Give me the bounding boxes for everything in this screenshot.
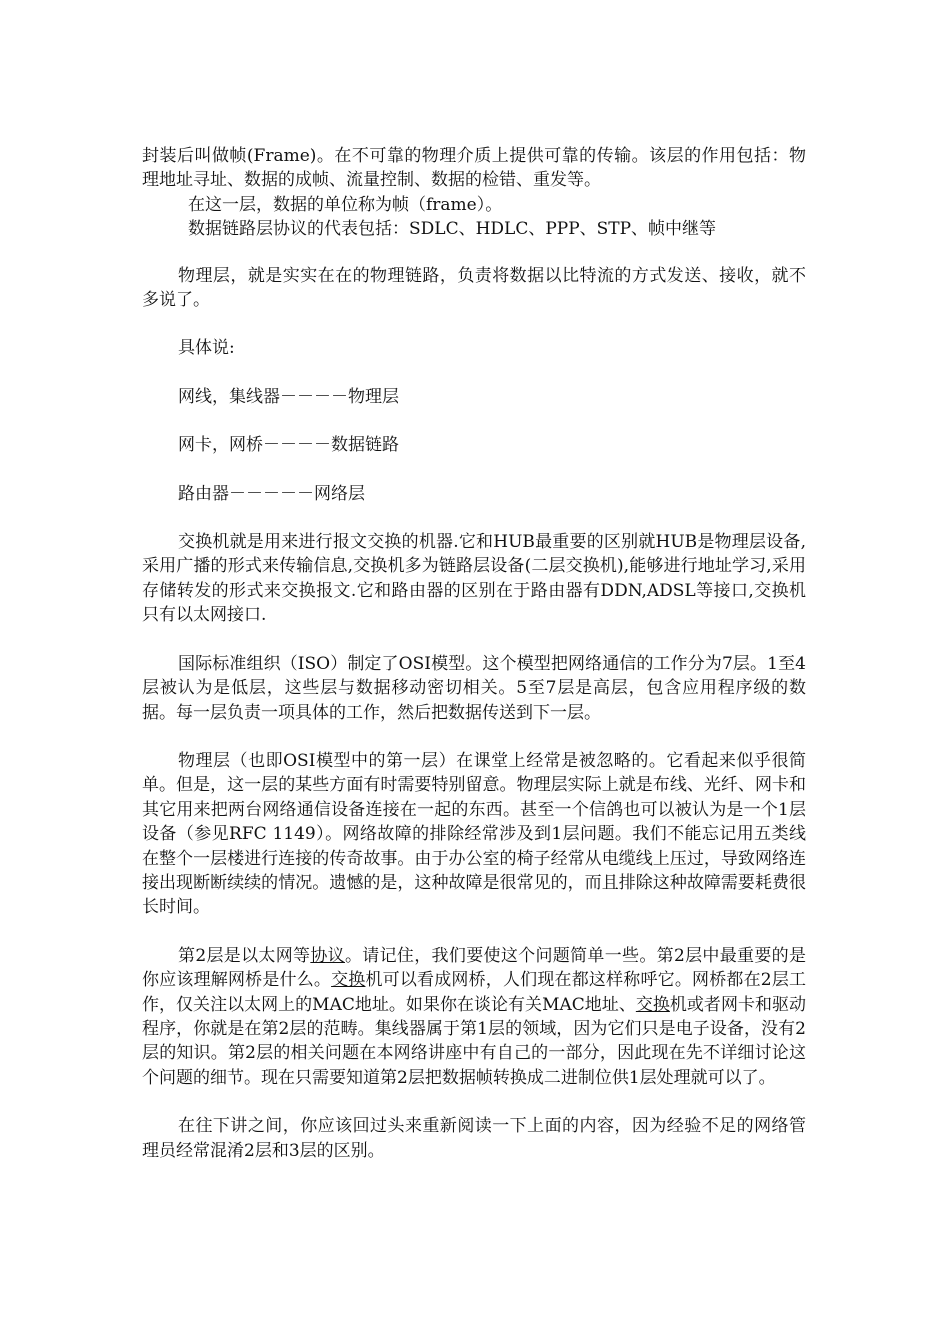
switch-link-2[interactable]: 交换 [635, 994, 670, 1015]
paragraph-datalink-protocols: 数据链路层协议的代表包括：SDLC、HDLC、PPP、STP、帧中继等 [188, 219, 717, 240]
spacer [142, 725, 806, 749]
paragraph-layer-one: 物理层（也即OSI模型中的第一层）在课堂上经常是被忽略的。它看起来似乎很简单。但是，这一层的某些方面有时需要特别留意。物理层实际上就是布线、光纤、网卡和其它用来把两台网络通信设备连接在一起的东西。甚至一个信鸽也可以被认为是一个1层设备（参见RFC 1149）。网络故障的排除经常涉及到1层问题。我们不能忘记用五类线在整个一层楼进行连接的传奇故事。由于办公室的椅子经常从电缆线上压过，导致网络连接出现断断续续的情况。遗憾的是，这种故障是很常见的，而且排除这种故障需要耗费很长时间。 [142, 750, 806, 918]
paragraph-frame-unit: 在这一层，数据的单位称为帧（frame）。 [188, 194, 503, 215]
paragraph-physical-layer: 物理层，就是实实在在的物理链路，负责将数据以比特流的方式发送、接收，就不多说了。 [142, 265, 806, 311]
layer-two-text-3: 机可以看成网桥，人们现在都这样称呼它。网桥都在2层工作，仅关注以太网上的MAC地址。如果你在谈论有关MAC地址、 [142, 970, 807, 1015]
list-item-cable-hub: 网线，集线器－－－－物理层 [178, 386, 399, 407]
document-page [142, 144, 806, 1163]
spacer [142, 458, 806, 482]
spacer [142, 409, 806, 433]
paragraph-osi-model: 国际标准组织（ISO）制定了OSI模型。这个模型把网络通信的工作分为7层。1至4层被认为是低层，这些层与数据移动密切相关。5至7层是高层，包含应用程序级的数据。每一层负责一项具体的工作，然后把数据传送到下一层。 [142, 653, 806, 723]
paragraph-frame-intro: 封装后叫做帧(Frame)。在不可靠的物理介质上提供可靠的传输。该层的作用包括：物理地址寻址、数据的成帧、流量控制、数据的检错、重发等。 [142, 146, 806, 191]
list-item-nic-bridge: 网卡，网桥－－－－数据链路 [178, 435, 399, 456]
spacer [142, 1090, 806, 1114]
spacer [142, 920, 806, 944]
layer-two-text-2: 。请记住，我们要使这个问题简单一些。第2层中最重要的是你应该理解网桥是什么。 [142, 945, 806, 991]
spacer [142, 242, 806, 264]
spacer [142, 506, 806, 530]
layer-two-text-4: 机或者网卡和驱动程序，你就是在第2层的范畴。集线器属于第1层的领域，因为它们只是电子设备，没有2层的知识。第2层的相关问题在本网络讲座中有自己的一部分，因此现在先不详细讨论这个问题的细节。现在只需要知道第2层把数据帧转换成二进制位供1层处理就可以了。 [142, 994, 807, 1088]
protocol-link[interactable]: 协议 [310, 945, 345, 966]
spacer [142, 361, 806, 385]
spacer [142, 628, 806, 652]
layer-two-text-1: 第2层是以太网等 [178, 945, 311, 966]
spacer [142, 312, 806, 336]
paragraph-switch: 交换机就是用来进行报文交换的机器.它和HUB最重要的区别就HUB是物理层设备,采用广播的形式来传输信息,交换机多为链路层设备(二层交换机),能够进行地址学习,采用存储转发的形式来交换报文.它和路由器的区别在于路由器有DDN,ADSL等接口,交换机只有以太网接口. [142, 532, 806, 626]
paragraph-specifically: 具体说: [178, 338, 235, 359]
list-item-router: 路由器－－－－－网络层 [178, 483, 365, 504]
paragraph-review-note: 在往下讲之间，你应该回过头来重新阅读一下上面的内容，因为经验不足的网络管理员经常混淆2层和3层的区别。 [142, 1116, 806, 1161]
paragraph-layer-two [142, 944, 806, 1090]
switch-link[interactable]: 交换 [331, 970, 366, 991]
